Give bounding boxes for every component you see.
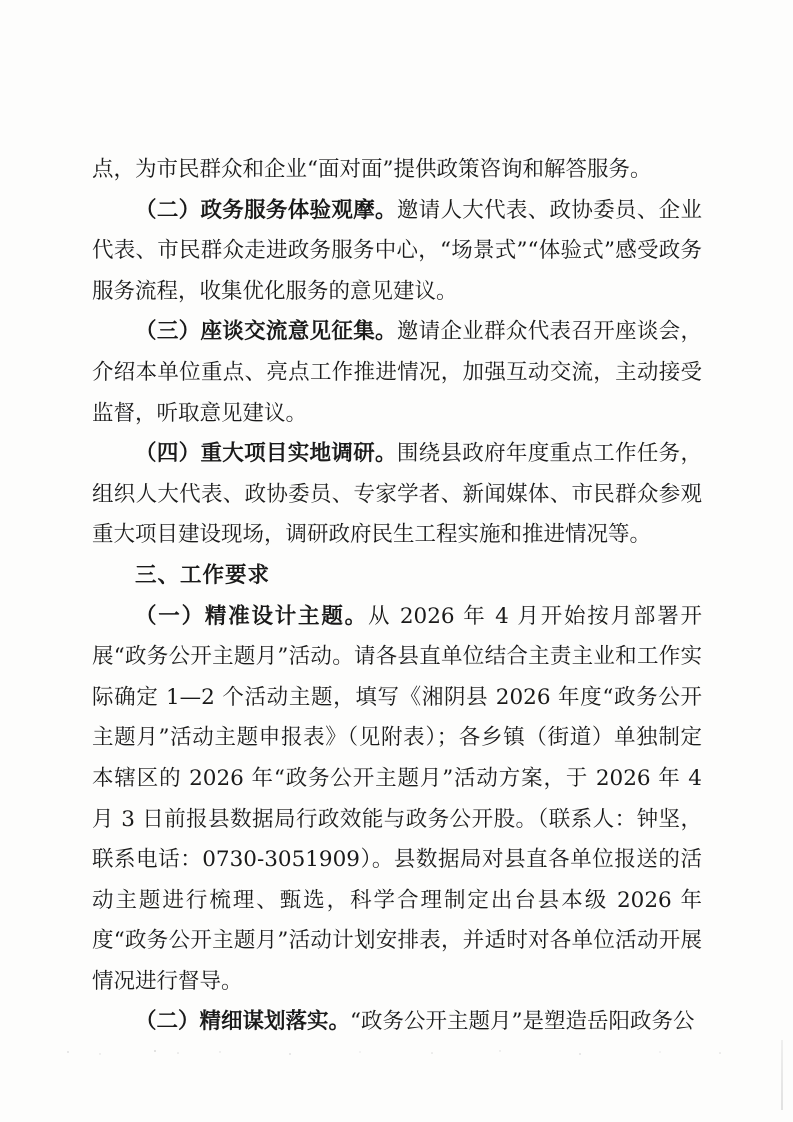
- paragraph-heading: （二）精细谋划落实。: [135, 1009, 351, 1035]
- paragraph-forum-feedback: [92, 312, 702, 434]
- document-body: [92, 150, 702, 1043]
- paragraph-implementation: [92, 1002, 702, 1043]
- paragraph-heading: （一）精准设计主题。: [135, 603, 368, 629]
- paragraph-heading: （二）政务服务体验观摩。: [135, 197, 397, 223]
- paragraph-text: 点，为市民群众和企业“面对面”提供政策咨询和解答服务。: [92, 157, 652, 182]
- paragraph-text: 围绕县政府年度重点工作任务，组织人大代表、政协委员、专家学者、新闻媒体、市民群众参观重大项目建设现场，调研政府民生工程实施和推进情况等。: [92, 441, 702, 548]
- paragraph-project-survey: [92, 434, 702, 556]
- paragraph-service-experience: [92, 191, 702, 313]
- scan-noise-decoration: [60, 1046, 740, 1060]
- paragraph-theme-design: [92, 597, 702, 1003]
- paragraph-heading: （三）座谈交流意见征集。: [135, 319, 397, 345]
- paragraph-text: 从 2026 年 4 月开始按月部署开展“政务公开主题月”活动。请各县直单位结合主责主业和工作实际确定 1—2 个活动主题，填写《湘阴县 2026 年度“政务公开主题月”活动主题申报表》（见附表）；各乡镇（街道）单独制定本辖区的 2026 年“政务公开主题月”活动方案，于 2026 年 4 月 3 日前报县数据局行政效能与政务公开股。（联系人：钟坚，联系电话：0730-3051909）。县数据局对县直各单位报送的活动主题进行梳理、甄选，科学合理制定出台县本级 2026 年度“政务公开主题月”活动计划安排表，并适时对各单位活动开展情况进行督导。: [92, 603, 702, 994]
- section-title-work-requirements: 三、工作要求: [135, 562, 271, 588]
- paragraph-text: “政务公开主题月”是塑造岳阳政务公: [350, 1009, 695, 1035]
- paragraph-text: 邀请人大代表、政协委员、企业代表、市民群众走进政务服务中心，“场景式”“体验式”感受政务服务流程，收集优化服务的意见建议。: [92, 197, 702, 304]
- scan-edge-decoration: [781, 1040, 783, 1110]
- paragraph-text: 邀请企业群众代表召开座谈会，介绍本单位重点、亮点工作推进情况，加强互动交流，主动接受监督，听取意见建议。: [92, 319, 702, 426]
- paragraph-continuation: [92, 150, 702, 191]
- paragraph-heading: （四）重大项目实地调研。: [135, 441, 397, 467]
